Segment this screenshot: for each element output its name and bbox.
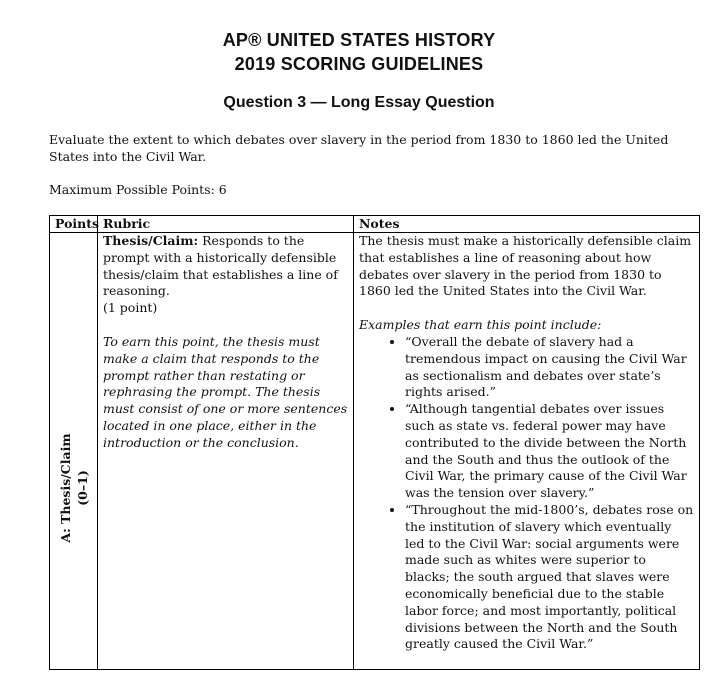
row-label-range: (0–1) xyxy=(74,470,90,506)
rubric-cell xyxy=(98,233,354,670)
rubric-heading: Thesis/Claim: xyxy=(103,233,199,248)
header-notes: Notes xyxy=(354,216,700,233)
rubric-detail: To earn this point, the thesis must make a claim that responds to the prompt rather than restating or rephrasing the prompt. The thesis must consist of one or more sentences located in one place, either in the introduction or the conclusion. xyxy=(103,333,348,450)
max-points: Maximum Possible Points: 6 xyxy=(49,182,227,197)
list-item: • “Although tangential debates over issues such as state vs. federal power may have contributed to the divide between the North and the South and thus the outlook of the Civil War, the primary cause of the Civil War was the tension over slavery.” xyxy=(405,401,694,502)
doc-subtitle: 2019 SCORING GUIDELINES xyxy=(234,54,484,74)
list-item: • “Overall the debate of slavery had a tremendous impact on causing the Civil War as sectionalism and debates over state’s rights arised.” xyxy=(405,334,694,401)
header-rubric: Rubric xyxy=(98,216,354,233)
header-points: Points xyxy=(50,216,98,233)
essay-prompt: Evaluate the extent to which debates over slavery in the period from 1830 to 1860 led the United States into the Civil War. xyxy=(49,132,669,164)
examples-heading: Examples that earn this point include: xyxy=(359,317,602,333)
notes-cell xyxy=(354,233,700,670)
row-label-cell xyxy=(50,233,98,670)
table-row xyxy=(50,233,700,670)
row-label xyxy=(57,433,91,542)
notes-text: The thesis must make a historically defensible claim that establishes a line of reasoning about how debates over slavery in the period from 1830 to 1860 led the United States into the Civil War. xyxy=(359,233,692,299)
question-title: Question 3 — Long Essay Question xyxy=(223,94,495,111)
rubric-points: (1 point) xyxy=(103,300,158,316)
rubric-table xyxy=(49,215,700,670)
rubric-statement xyxy=(103,233,348,300)
examples-list xyxy=(359,334,694,653)
rubric-text: Responds to the prompt with a historically defensible thesis/claim that establishes a line of reasoning. xyxy=(103,233,338,299)
row-label-title: A: Thesis/Claim xyxy=(57,433,73,543)
list-item: • “Throughout the mid-1800’s, debates rose on the institution of slavery which eventually led to the Civil War: social arguments were made such as whites were superior to blacks; the south argued that slaves were economically beneficial due to the stable labor force; and most importantly, political divisions between the North and the South greatly caused the Civil War.” xyxy=(405,502,694,653)
doc-title: AP® UNITED STATES HISTORY xyxy=(222,30,496,50)
table-header-row xyxy=(50,216,700,233)
